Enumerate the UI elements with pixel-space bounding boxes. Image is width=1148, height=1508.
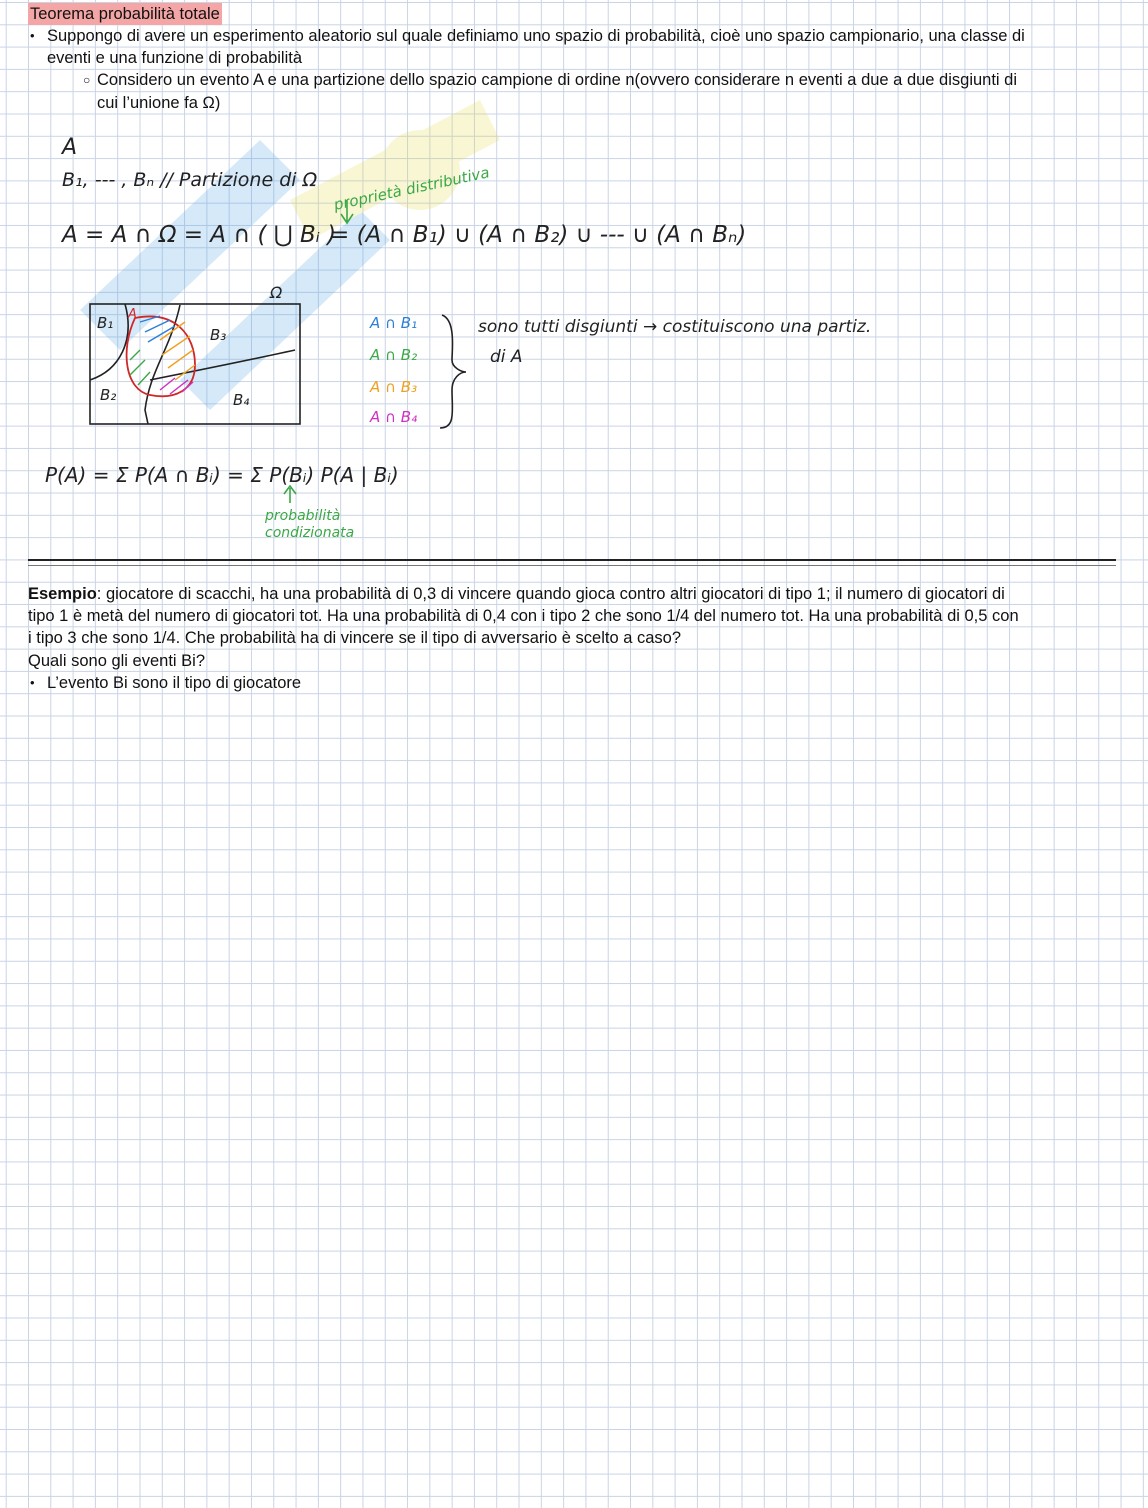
bullet-dot: • bbox=[30, 28, 35, 43]
section-divider bbox=[28, 559, 1116, 561]
page-title: Teorema probabilità totale bbox=[30, 5, 220, 23]
hw-total-probability-formula: P(A) = Σ P(A ∩ Bᵢ) = Σ P(Bᵢ) P(A | Bᵢ) bbox=[45, 463, 399, 487]
answer-bullet-text: L’evento Bi sono il tipo di giocatore bbox=[47, 674, 302, 692]
hw-intersection-3: A ∩ B₃ bbox=[370, 378, 418, 396]
hw-note-cond-2: condizionata bbox=[265, 525, 355, 541]
example-text-1: : giocatore di scacchi, ha una probabilità di 0,3 di vincere quando gioca contro altri giocatori di tipo 1; il numero di giocatori di bbox=[96, 585, 1005, 603]
hw-event-a: A bbox=[62, 135, 78, 160]
hw-intersection-1: A ∩ B₁ bbox=[370, 314, 418, 332]
sub-bullet-text-1: Considero un evento A e una partizione dello spazio campione di ordine n(ovvero considerare n eventi a due a due disgiunti di bbox=[97, 71, 1018, 89]
answer-bullet-dot: • bbox=[30, 675, 35, 690]
hw-omega: Ω bbox=[270, 283, 283, 302]
hw-intersection-2: A ∩ B₂ bbox=[370, 346, 418, 364]
example-line-3: i tipo 3 che sono 1/4. Che probabilità ha di vincere se il tipo di avversario è scelto a caso? bbox=[28, 629, 682, 647]
hw-disjoint-note-1: sono tutti disgiunti → costituiscono una partiz. bbox=[478, 317, 872, 337]
sub-bullet-circle: ○ bbox=[83, 73, 91, 87]
section-divider-thin bbox=[28, 565, 1116, 566]
bullet-text-1-cont: eventi e una funzione di probabilità bbox=[47, 49, 303, 67]
example-line-2: tipo 1 è metà del numero di giocatori tot. Ha una probabilità di 0,4 con i tipo 2 che sono 1/4 del numero tot. Ha una probabilità di 0,5 con bbox=[28, 607, 1019, 625]
hw-partition-line: B₁, --- , Bₙ // Partizione di Ω bbox=[62, 169, 318, 191]
question-text: Quali sono gli eventi Bi? bbox=[28, 652, 206, 670]
handwritten-notes bbox=[0, 110, 1148, 550]
hw-brace bbox=[440, 315, 466, 428]
example-label: Esempio bbox=[28, 585, 97, 603]
hw-arrow-cond bbox=[284, 486, 296, 503]
example-line-1 bbox=[28, 583, 1005, 605]
hw-note-distributiva: proprietà distributiva bbox=[332, 163, 492, 214]
hw-disjoint-note-2: di A bbox=[490, 347, 523, 367]
hw-diagram-b4: B₄ bbox=[233, 391, 250, 409]
hw-diagram-b1: B₁ bbox=[97, 314, 114, 332]
hw-diagram-b3: B₃ bbox=[210, 326, 227, 344]
hw-diagram-b2: B₂ bbox=[100, 386, 117, 404]
bullet-text-1: Suppongo di avere un esperimento aleatorio sul quale definiamo uno spazio di probabilità, cioè uno spazio campionario, una classe di bbox=[47, 27, 1025, 45]
hw-intersection-4: A ∩ B₄ bbox=[370, 408, 418, 426]
sub-bullet-text-2: cui l’unione fa Ω) bbox=[97, 94, 221, 112]
hw-equation-right: = (A ∩ B₁) ∪ (A ∩ B₂) ∪ --- ∪ (A ∩ Bₙ) bbox=[330, 222, 747, 248]
hw-equation-left: A = A ∩ Ω = A ∩ ( ⋃ Bᵢ ) bbox=[62, 222, 337, 248]
partition-diagram bbox=[90, 283, 300, 424]
hw-note-cond-1: probabilità bbox=[265, 508, 341, 524]
hw-diagram-a: A bbox=[128, 307, 137, 322]
